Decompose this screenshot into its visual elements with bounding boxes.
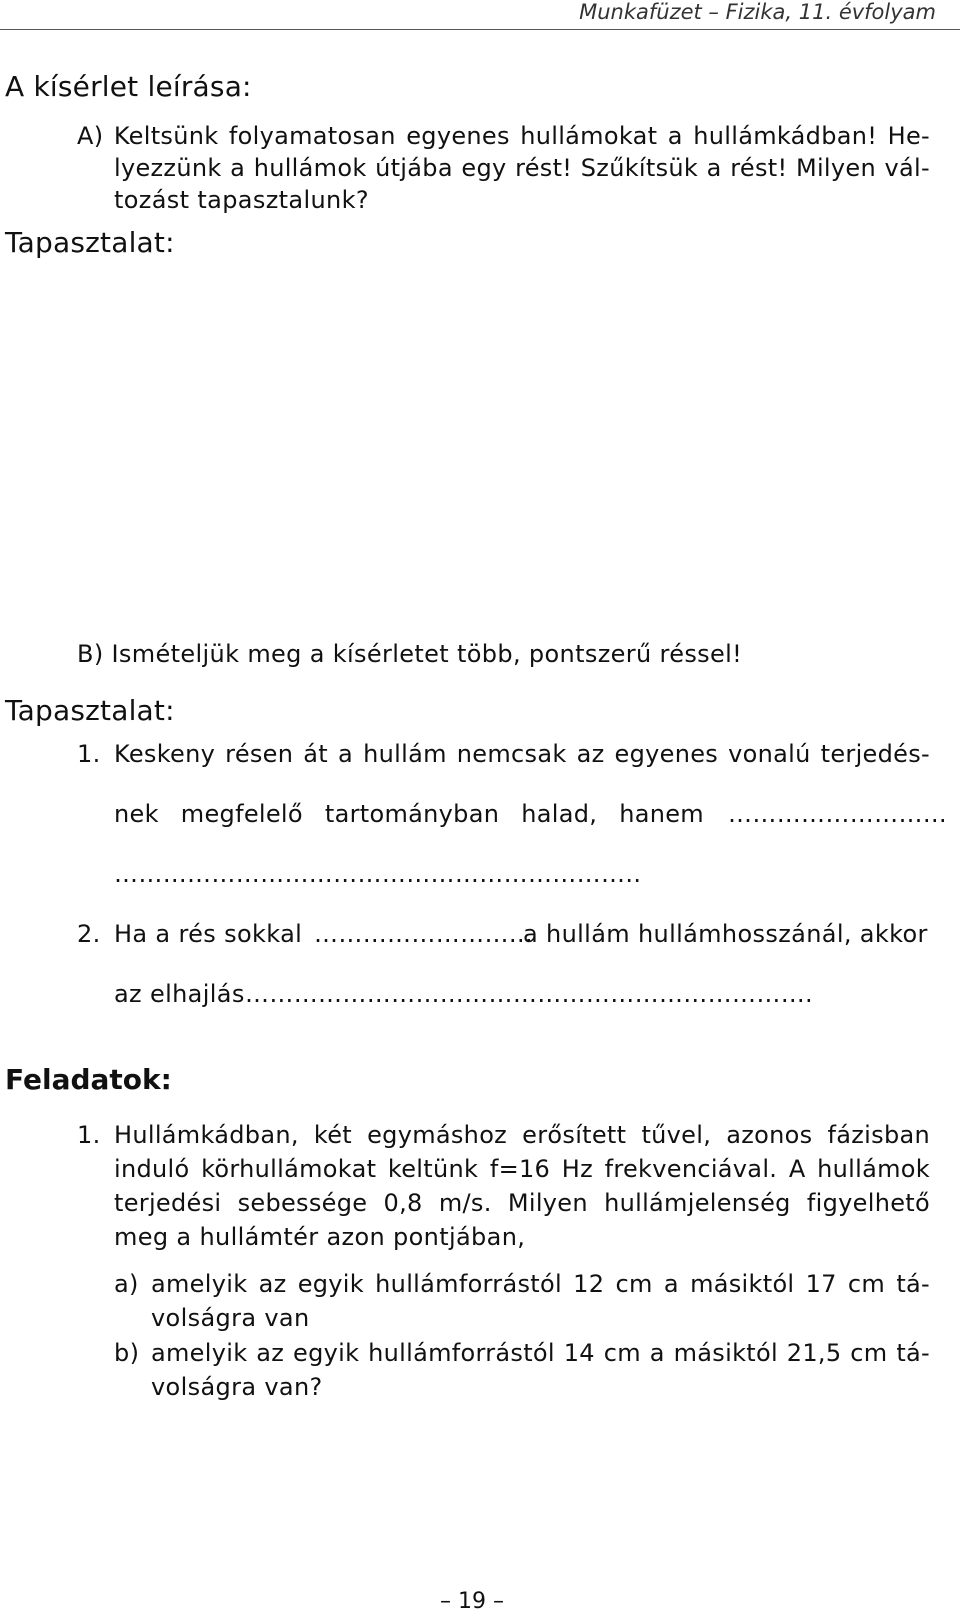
observation-2-line-2: az elhajlás <box>114 980 245 1008</box>
task-1-line-3: terjedési sebessége 0,8 m/s. Milyen hullámjelenség figyelhető <box>114 1189 930 1217</box>
section-heading: A kísérlet leírása: <box>5 70 252 103</box>
task-1-line-1: Hullámkádban, két egymáshoz erősített tűvel, azonos fázisban <box>114 1121 930 1149</box>
experiment-a-line-3: tozást tapasztalunk? <box>114 186 369 214</box>
task-1a-line-2: volságra van <box>151 1304 310 1332</box>
fill-in-blank: ……………………………………………………………. <box>245 980 814 1008</box>
task-1a-label: a) <box>114 1270 139 1298</box>
experiment-b-text: B) Ismételjük meg a kísérletet több, pontszerű réssel! <box>77 640 743 668</box>
task-1b-line-1: amelyik az egyik hullámforrástól 14 cm a másiktól 21,5 cm tá- <box>151 1339 930 1367</box>
observation-label-a: Tapasztalat: <box>5 226 175 259</box>
task-1-line-4: meg a hullámtér azon pontjában, <box>114 1223 526 1251</box>
observation-1-line-2: nek megfelelő tartományban halad, hanem <box>114 800 704 828</box>
header-rule <box>0 29 960 30</box>
task-1a-line-1: amelyik az egyik hullámforrástól 12 cm a másiktól 17 cm tá- <box>151 1270 930 1298</box>
experiment-a-line-1: A) Keltsünk folyamatosan egyenes hullámokat a hullámkádban! He- <box>77 122 930 150</box>
tasks-heading: Feladatok: <box>5 1063 172 1096</box>
page-number: – 19 – <box>440 1589 504 1614</box>
task-1-line-2: induló körhullámokat keltünk f=16 Hz frekvenciával. A hullámok <box>114 1155 930 1183</box>
observation-label-b: Tapasztalat: <box>5 694 175 727</box>
observation-2-text-before: Ha a rés sokkal <box>114 920 303 948</box>
fill-in-blank: ……………………………………………………….. <box>114 860 642 888</box>
running-header: Munkafüzet – Fizika, 11. évfolyam <box>579 0 936 24</box>
observation-1-number: 1. <box>77 740 101 768</box>
task-1b-label: b) <box>114 1339 140 1367</box>
fill-in-blank: ……………………… <box>314 920 534 948</box>
task-1-number: 1. <box>77 1121 101 1149</box>
observation-1-line-1: Keskeny résen át a hullám nemcsak az egyenes vonalú terjedés- <box>114 740 930 768</box>
task-1b-line-2: volságra van? <box>151 1373 323 1401</box>
experiment-a-line-2: lyezzünk a hullámok útjába egy rést! Szűkítsük a rést! Milyen vál- <box>114 154 930 182</box>
observation-2-number: 2. <box>77 920 101 948</box>
observation-2-text-after: a hullám hullámhosszánál, akkor <box>523 920 928 948</box>
fill-in-blank: ……………………… <box>728 800 948 828</box>
